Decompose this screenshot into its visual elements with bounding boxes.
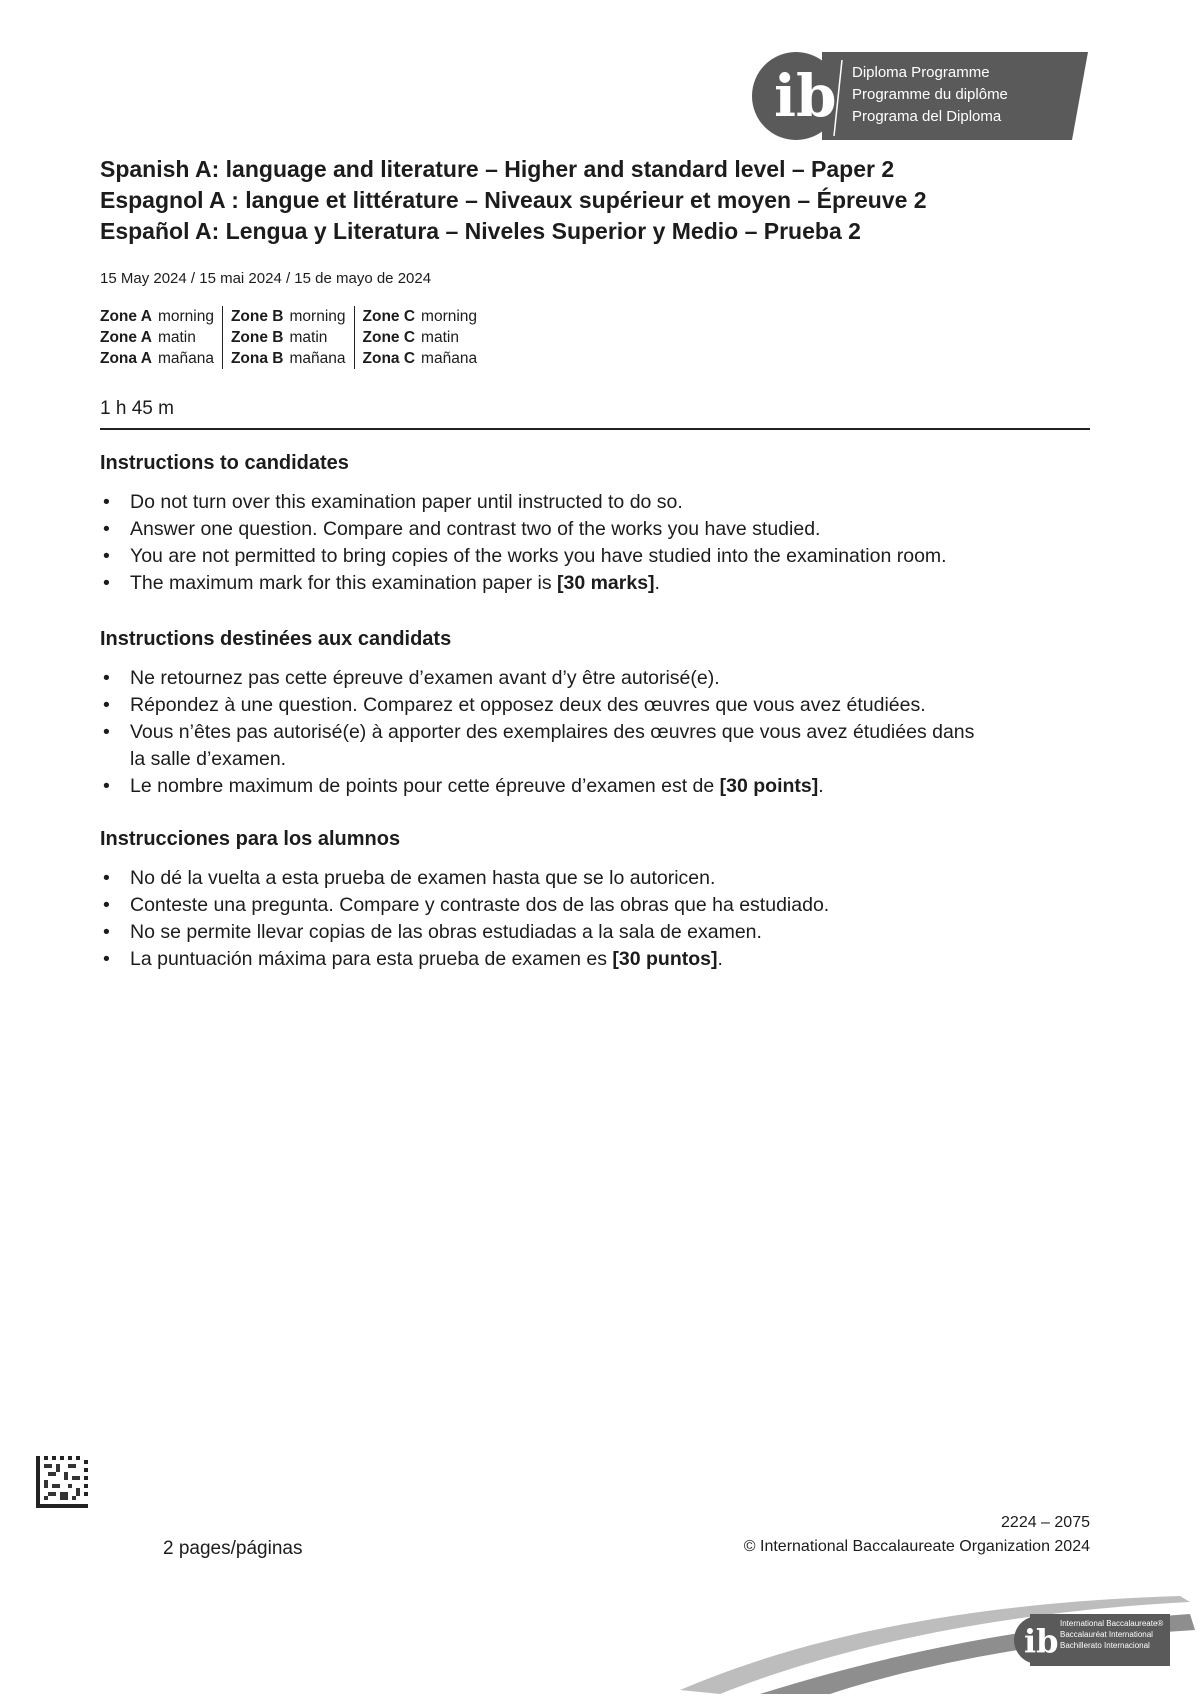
datamatrix-code-icon [36,1456,88,1508]
exam-duration: 1 h 45 m [100,398,174,419]
instruction-text: Answer one question. Compare and contrast two of the works you have studied. [130,518,821,540]
instructions-heading: Instrucciones para los alumnos [100,828,401,850]
zone-time: mañana [157,350,214,367]
list-item [100,919,1100,946]
zone-label: Zona A [100,350,152,367]
zone-label: Zona B [230,350,284,367]
zone-time: morning [421,308,478,325]
paper-titles [100,154,927,247]
zone-time: matin [289,329,328,346]
instructions-french [100,628,1100,800]
zone-time: morning [289,308,346,325]
programme-name-lines [852,62,1008,128]
instruction-text: Répondez à une question. Comparez et opposez deux des œuvres que vous avez étudiées. [130,694,926,716]
instruction-text: The maximum mark for this examination paper is [130,572,557,594]
zone-label: Zone B [230,329,284,346]
instructions-heading: Instructions destinées aux candidats [100,628,452,650]
bullet-icon: • [103,921,110,943]
list-item [100,516,1100,543]
zone-label: Zone C [362,329,416,346]
programme-line-fr: Programme du diplôme [852,86,1008,103]
zone-row [100,348,214,369]
zone-label: Zone A [100,329,152,346]
list-item [100,543,1100,570]
zone-b-column [222,306,354,369]
instructions-spanish [100,828,1100,973]
instructions-english [100,452,1100,597]
org-line-en: International Baccalaureate® [1060,1619,1164,1628]
exam-date: 15 May 2024 / 15 mai 2024 / 15 de mayo de 2024 [100,270,432,287]
zone-row [100,327,214,348]
divider [100,428,1090,430]
bullet-icon: • [103,518,110,540]
list-item [100,719,1100,773]
programme-line-es: Programa del Diploma [852,108,1002,125]
max-marks: [30 marks] [556,572,655,594]
bullet-icon: • [103,894,110,916]
zone-time: matin [157,329,196,346]
instructions-list [100,489,1100,597]
instruction-text: Le nombre maximum de points pour cette épreuve d’examen est de [130,775,720,797]
zone-row [363,348,478,369]
max-points: [30 points] [719,775,819,797]
footer-org-lines [1060,1618,1163,1651]
punctuation: . [818,775,824,797]
programme-line-en: Diploma Programme [852,64,990,81]
zone-label: Zone C [362,308,416,325]
zone-label: Zona C [362,350,416,367]
title-spanish: Español A: Lengua y Literatura – Niveles Superior y Medio – Prueba 2 [100,218,861,244]
bullet-icon: • [103,721,110,743]
list-item [100,692,1100,719]
paper-code: 2224 – 2075 [1001,1514,1090,1531]
zone-time: mañana [421,350,478,367]
bullet-icon: • [103,948,110,970]
list-item [100,773,1100,800]
zone-c-column [354,306,486,369]
instruction-text: Ne retournez pas cette épreuve d’examen avant d’y être autorisé(e). [130,667,720,689]
max-points: [30 puntos] [612,948,718,970]
zone-time: morning [157,308,214,325]
zone-a-column [98,306,222,369]
org-line-es: Bachillerato Internacional [1060,1641,1150,1650]
zone-row [231,306,346,327]
bullet-icon: • [103,667,110,689]
ib-programme-badge [742,50,1088,142]
instruction-text: Vous n’êtes pas autorisé(e) à apporter des exemplaires des œuvres que vous avez étudiées dans la salle d’examen. [130,721,975,770]
instruction-text: Do not turn over this examination paper until instructed to do so. [130,491,683,513]
svg-text:ib: ib [1024,1622,1059,1660]
bullet-icon: • [103,491,110,513]
bullet-icon: • [103,545,110,567]
zone-row [231,348,346,369]
zone-row [100,306,214,327]
zone-time: matin [421,329,459,346]
instruction-text: You are not permitted to bring copies of the works you have studied into the examination room. [130,545,947,567]
zone-time: mañana [289,350,346,367]
page-count: 2 pages/páginas [163,1538,303,1559]
zone-row [363,306,478,327]
org-line-fr: Baccalauréat International [1060,1630,1153,1639]
zone-table [98,306,485,369]
instructions-list [100,665,1100,800]
list-item [100,665,1100,692]
instruction-text: Conteste una pregunta. Compare y contraste dos de las obras que ha estudiado. [130,894,830,916]
bullet-icon: • [103,867,110,889]
title-english: Spanish A: language and literature – Higher and standard level – Paper 2 [100,156,895,182]
zone-row [231,327,346,348]
title-french: Espagnol A : langue et littérature – Niveaux supérieur et moyen – Épreuve 2 [100,187,927,213]
punctuation: . [717,948,723,970]
zone-label: Zone B [230,308,284,325]
instruction-text: No dé la vuelta a esta prueba de examen hasta que se lo autoricen. [130,867,716,889]
svg-text:ib: ib [774,62,837,130]
copyright: © International Baccalaureate Organization 2024 [743,1538,1090,1555]
punctuation: . [654,572,660,594]
bullet-icon: • [103,775,110,797]
bullet-icon: • [103,694,110,716]
list-item [100,946,1100,973]
list-item [100,570,1100,597]
instructions-heading: Instructions to candidates [100,452,349,474]
instruction-text: La puntuación máxima para esta prueba de examen es [130,948,613,970]
list-item [100,489,1100,516]
zone-row [363,327,478,348]
instructions-list [100,865,1100,973]
list-item [100,865,1100,892]
instruction-text: No se permite llevar copias de las obras estudiadas a la sala de examen. [130,921,762,943]
list-item [100,892,1100,919]
bullet-icon: • [103,572,110,594]
zone-label: Zone A [100,308,152,325]
